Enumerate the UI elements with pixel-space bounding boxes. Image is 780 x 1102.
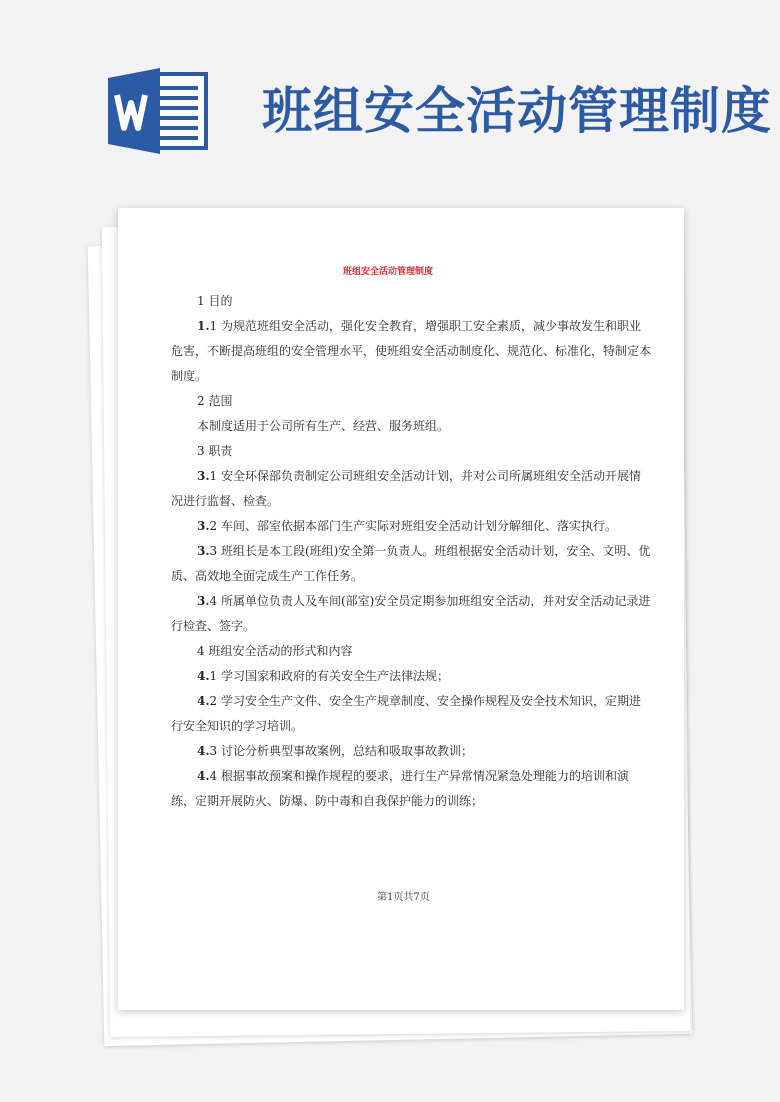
paragraph: 1.1 为规范班组安全活动，强化安全教育，增强职工安全素质，减少事故发生和职业危害，不断提高班组的安全管理水平，使班组安全活动制度化、规范化、标准化，特制定本制度。 xyxy=(171,319,652,383)
paragraph: 3.2 车间、部室依据本部门生产实际对班组安全活动计划分解细化、落实执行。 xyxy=(197,519,617,533)
document-body xyxy=(171,289,651,814)
word-logo-icon xyxy=(108,68,208,154)
banner xyxy=(0,0,780,200)
section-heading: 3 职责 xyxy=(197,444,233,458)
document-title: 班组安全活动管理制度 xyxy=(343,267,434,277)
paragraph: 3.4 所属单位负责人及车间(部室)安全员定期参加班组安全活动，并对安全活动记录进行检查、签字。 xyxy=(171,594,651,633)
paragraph: 3.3 班组长是本工段(班组)安全第一负责人。班组根据安全活动计划，安全、文明、优质、高效地全面完成生产工作任务。 xyxy=(171,544,651,583)
paragraph: 3.1 安全环保部负责制定公司班组安全活动计划，并对公司所属班组安全活动开展情况进行监督、检查。 xyxy=(171,469,641,508)
paragraph: 4.3 讨论分析典型事故案例，总结和吸取事故教训； xyxy=(197,744,473,758)
page-title: 班组安全活动管理制度 xyxy=(262,81,772,140)
paragraph: 4.1 学习国家和政府的有关安全生产法律法规； xyxy=(197,669,449,683)
section-heading: 2 范围 xyxy=(197,394,233,408)
page-footer: 第1页共7页 xyxy=(377,892,430,903)
paragraph: 4.2 学习安全生产文件、安全生产规章制度、安全操作规程及安全技术知识，定期进行安全知识的学习培训。 xyxy=(171,694,641,733)
section-heading: 4 班组安全活动的形式和内容 xyxy=(197,644,353,658)
paragraph: 本制度适用于公司所有生产、经营、服务班组。 xyxy=(197,419,450,433)
paragraph: 4.4 根据事故预案和操作规程的要求，进行生产异常情况紧急处理能力的培训和演练，定期开展防火、防爆、防中毒和自我保护能力的训练； xyxy=(171,769,629,808)
section-heading: 1 目的 xyxy=(197,294,233,308)
